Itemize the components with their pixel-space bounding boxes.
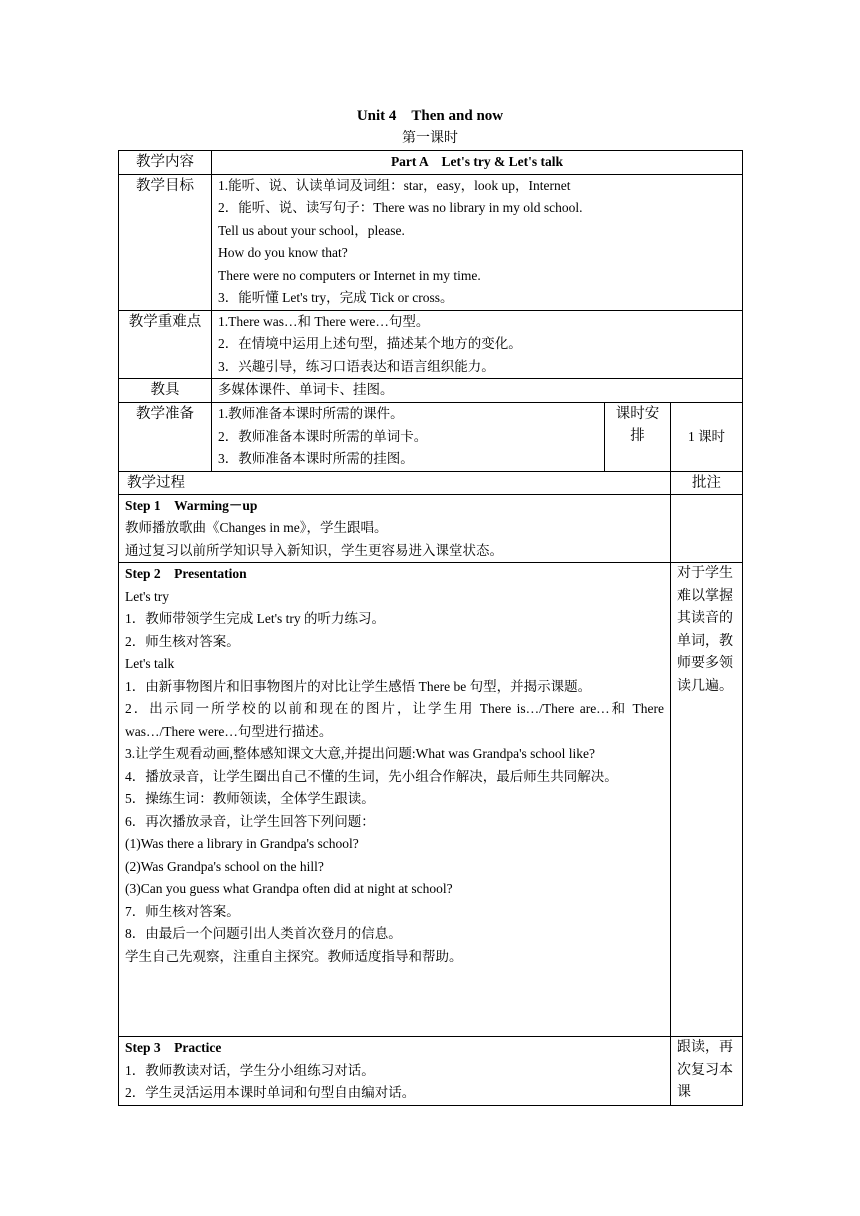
step-line: 通过复习以前所学知识导入新知识，学生更容易进入课堂状态。	[125, 542, 503, 558]
row-key-points	[119, 310, 743, 379]
goal-line: Tell us about your school，please.	[218, 222, 405, 238]
page-title: Unit 4 Then and now	[356, 108, 504, 124]
step-line: 1．由新事物图片和旧事物图片的对比让学生感悟 There be 句型，并揭示课题。	[125, 678, 592, 694]
label-key-points: 教学重难点	[119, 310, 212, 379]
prep-line: 3．教师准备本课时所需的挂图。	[218, 451, 414, 466]
step-title: Step 1 Warming－up	[125, 497, 258, 513]
goal-line: 3．能听懂 Let's try，完成 Tick or cross。	[218, 290, 454, 305]
page-subtitle: 第一课时	[402, 130, 458, 146]
row-step-2	[119, 563, 743, 1037]
step-1-content	[119, 494, 671, 563]
prep-line: 2．教师准备本课时所需的单词卡。	[218, 428, 428, 444]
step-line: 2．出示同一所学校的以前和现在的图片，让学生用 There is…/There are…和 There was…/There were…句型进行描述。	[125, 701, 664, 739]
step-line: (1)Was there a library in Grandpa's school?	[125, 836, 359, 851]
label-content: 教学内容	[119, 151, 212, 175]
value-content: Part A Let's try & Let's talk	[212, 151, 743, 175]
step-line: 8．由最后一个问题引出人类首次登月的信息。	[125, 926, 402, 941]
row-prep	[119, 403, 743, 472]
step-line: (3)Can you guess what Grandpa often did at night at school?	[125, 881, 453, 896]
row-step-1	[119, 494, 743, 563]
key-point-line: 2．在情境中运用上述句型，描述某个地方的变化。	[218, 336, 522, 351]
label-prep: 教学准备	[119, 403, 212, 472]
step-line: Let's try	[125, 588, 170, 604]
step-line: 2．师生核对答案。	[125, 633, 240, 649]
step-line: (2)Was Grandpa's school on the hill?	[125, 858, 324, 874]
step-line: Let's talk	[125, 656, 175, 671]
step-line: 学生自己先观察，注重自主探究。教师适度指导和帮助。	[125, 948, 463, 964]
label-process: 教学过程	[119, 471, 671, 494]
step-line: 1．教师带领学生完成 Let's try 的听力练习。	[125, 611, 386, 626]
row-process-header	[119, 471, 743, 494]
value-key-points	[212, 310, 743, 379]
step-line: 2．学生灵活运用本课时单词和句型自由编对话。	[125, 1085, 416, 1100]
label-note: 批注	[671, 471, 743, 494]
key-point-line: 1.There was…和 There were…句型。	[218, 313, 430, 329]
value-goals	[212, 174, 743, 310]
step-3-note: 跟读，再次复习本课	[671, 1037, 743, 1106]
step-line: 1．教师教读对话，学生分小组练习对话。	[125, 1062, 375, 1078]
value-prep	[212, 403, 605, 472]
goal-line: There were no computers or Internet in my time.	[218, 267, 481, 283]
step-line: 6．再次播放录音，让学生回答下列问题：	[125, 813, 375, 829]
row-step-3	[119, 1037, 743, 1106]
key-point-line: 3．兴趣引导，练习口语表达和语言组织能力。	[218, 358, 495, 374]
goal-line: How do you know that?	[218, 245, 348, 260]
step-line: 5．操练生词：教师领读，全体学生跟读。	[125, 791, 375, 806]
row-tools	[119, 379, 743, 403]
value-schedule: 1 课时	[671, 403, 743, 472]
step-3-content	[119, 1037, 671, 1106]
step-line: 教师播放歌曲《Changes in me》，学生跟唱。	[125, 520, 388, 535]
step-2-content	[119, 563, 671, 1037]
lesson-plan-table	[118, 150, 743, 1106]
prep-line: 1.教师准备本课时所需的课件。	[218, 406, 404, 421]
goal-line: 2．能听、说、读写句子：There was no library in my old school.	[218, 200, 583, 215]
step-title: Step 3 Practice	[125, 1040, 222, 1055]
row-content	[119, 151, 743, 175]
step-line: 4．播放录音，让学生圈出自己不懂的生词，先小组合作解决，最后师生共同解决。	[125, 768, 618, 784]
value-tools: 多媒体课件、单词卡、挂图。	[212, 379, 743, 403]
goal-line: 1.能听、说、认读单词及词组：star，easy，look up，Internet	[218, 177, 571, 193]
row-goals	[119, 174, 743, 310]
step-title: Step 2 Presentation	[125, 566, 247, 581]
step-line: 7．师生核对答案。	[125, 903, 240, 919]
label-schedule: 课时安排	[605, 403, 671, 472]
step-2-note: 对于学生难以掌握其读音的单词，教师要多领读几遍。	[671, 563, 743, 1037]
step-1-note	[671, 494, 743, 563]
label-tools: 教具	[119, 379, 212, 403]
step-line: 3.让学生观看动画,整体感知课文大意,并提出问题:What was Grandpa's school like?	[125, 746, 596, 761]
label-goals: 教学目标	[119, 174, 212, 310]
